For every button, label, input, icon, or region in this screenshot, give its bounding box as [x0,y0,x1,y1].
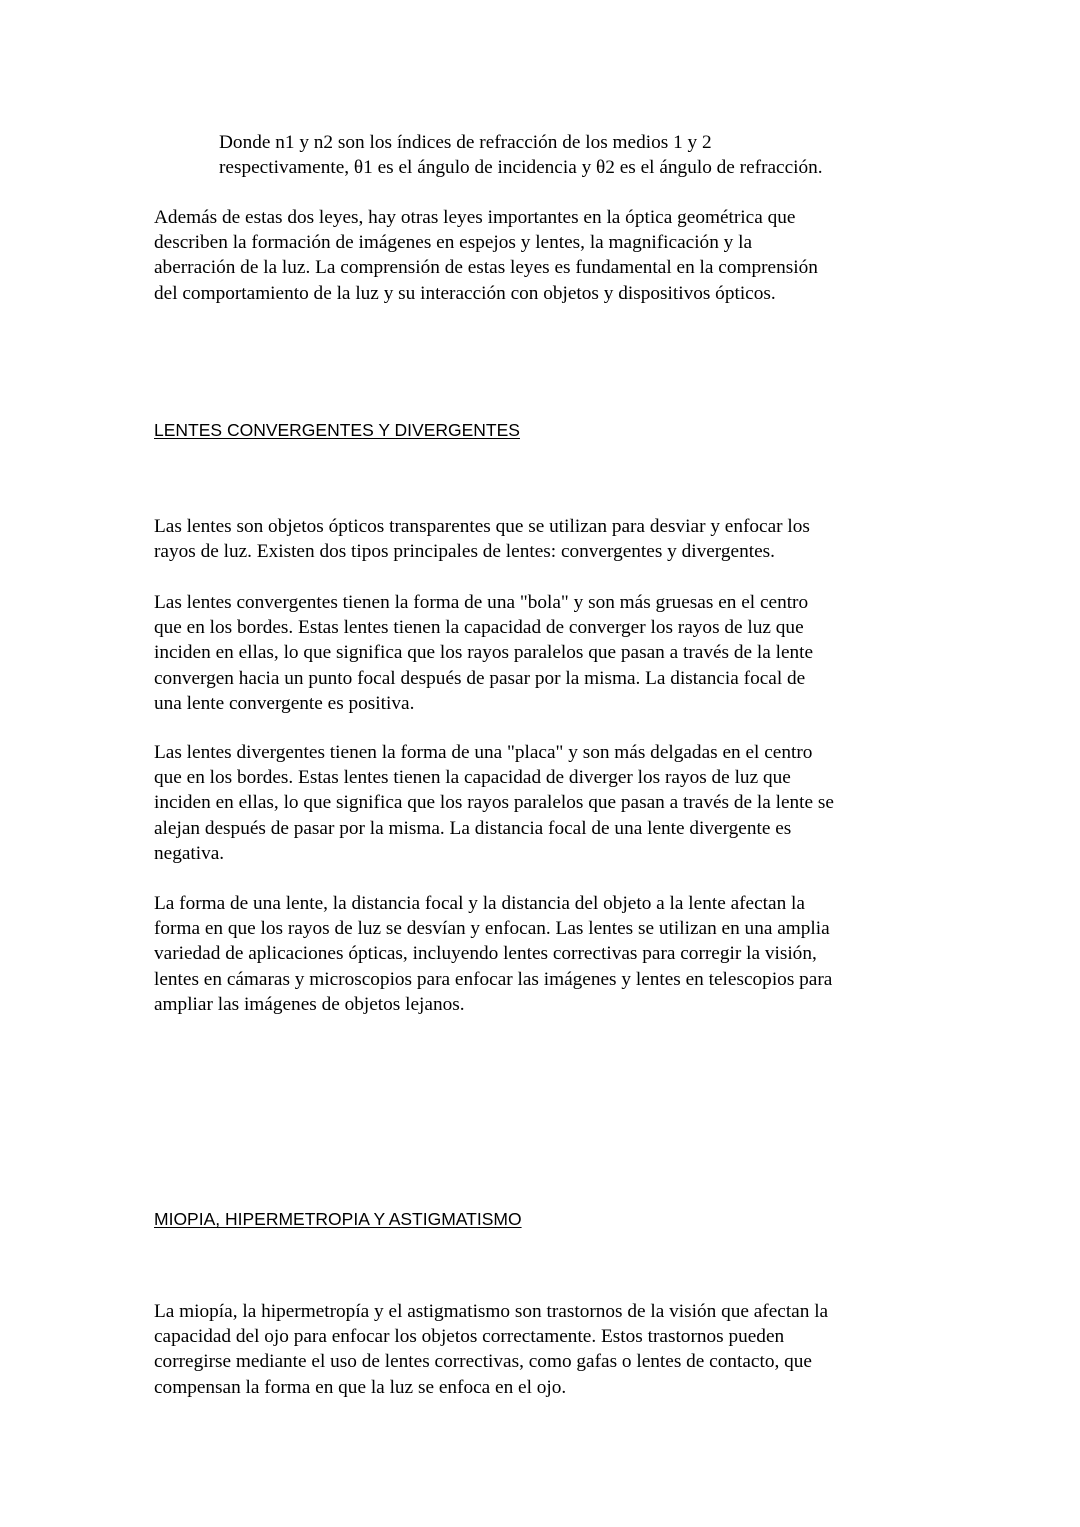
text-line: Las lentes convergentes tienen la forma de una "bola" y son más gruesas en el centro [154,592,809,613]
text-line: respectivamente, θ1 es el ángulo de incidencia y θ2 es el ángulo de refracción. [219,157,823,179]
text-line: describen la formación de imágenes en espejos y lentes, la magnificación y la [154,232,753,254]
text-line: inciden en ellas, lo que significa que los rayos paralelos que pasan a través de la lente se [154,792,834,814]
text-line: Donde n1 y n2 son los índices de refracción de los medios 1 y 2 [219,132,712,153]
text-line: que en los bordes. Estas lentes tienen la capacidad de converger los rayos de luz que [154,617,804,639]
text-line: capacidad del ojo para enfocar los objetos correctamente. Estos trastornos pueden [154,1326,785,1348]
section-heading-lenses: LENTES CONVERGENTES Y DIVERGENTES [154,420,520,440]
text-line: La forma de una lente, la distancia focal y la distancia del objeto a la lente afectan la [154,893,805,914]
formula-explanation-paragraph [219,130,931,180]
text-line: aberración de la luz. La comprensión de estas leyes es fundamental en la comprensión [154,257,818,279]
section-heading-vision-disorders: MIOPIA, HIPERMETROPIA Y ASTIGMATISMO [154,1209,522,1229]
text-line: inciden en ellas, lo que significa que los rayos paralelos que pasan a través de la lente [154,642,814,664]
text-line: lentes en cámaras y microscopios para enfocar las imágenes y lentes en telescopios para [154,968,833,990]
text-line: rayos de luz. Existen dos tipos principales de lentes: convergentes y divergentes. [154,541,775,563]
converging-lenses-paragraph [154,590,929,716]
text-line: Las lentes son objetos ópticos transparentes que se utilizan para desviar y enfocar los [154,516,810,537]
text-line: que en los bordes. Estas lentes tienen la capacidad de diverger los rayos de luz que [154,767,791,789]
text-line: convergen hacia un punto focal después de pasar por la misma. La distancia focal de [154,667,806,689]
text-line: La miopía, la hipermetropía y el astigmatismo son trastornos de la visión que afectan la [154,1301,829,1322]
diverging-lenses-paragraph [154,740,929,866]
text-line: ampliar las imágenes de objetos lejanos. [154,993,465,1015]
text-line: forma en que los rayos de luz se desvían y enfocan. Las lentes se utilizan en una amplia [154,918,830,940]
lenses-intro-paragraph [154,514,929,564]
text-line: negativa. [154,842,225,864]
text-line: Además de estas dos leyes, hay otras leyes importantes en la óptica geométrica que [154,207,796,228]
text-line: compensan la forma en que la luz se enfoca en el ojo. [154,1376,567,1398]
optics-laws-paragraph [154,205,929,306]
text-line: variedad de aplicaciones ópticas, incluyendo lentes correctivas para corregir la visión, [154,943,817,965]
text-line: una lente convergente es positiva. [154,692,415,714]
text-line: corregirse mediante el uso de lentes correctivas, como gafas o lentes de contacto, que [154,1351,812,1373]
vision-disorders-paragraph [154,1299,929,1400]
text-line: Las lentes divergentes tienen la forma de una "placa" y son más delgadas en el centro [154,742,813,763]
lens-applications-paragraph [154,891,929,1017]
text-line: del comportamiento de la luz y su interacción con objetos y dispositivos ópticos. [154,282,776,304]
text-line: alejan después de pasar por la misma. La distancia focal de una lente divergente es [154,817,792,839]
